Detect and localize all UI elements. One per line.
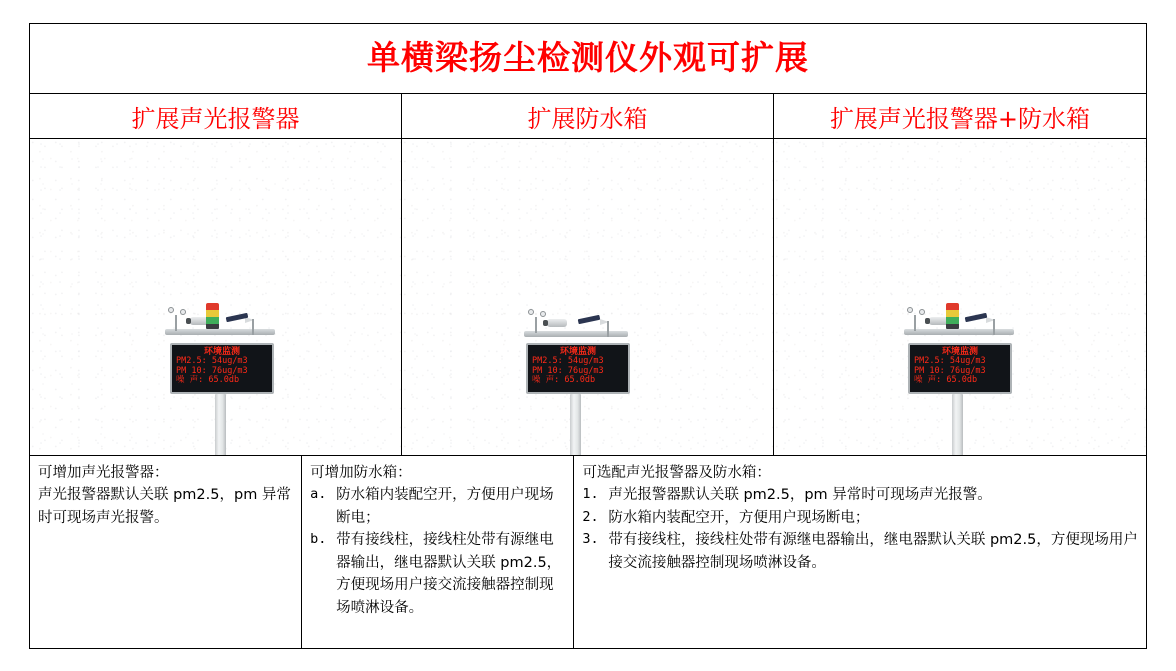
anemometer-cup xyxy=(540,311,546,317)
led-display: 环境监测 PM2.5: 54ug/m3 PM 10: 76ug/m3 噪 声: 65.0db xyxy=(908,343,1012,394)
column-header-alarm: 扩展声光报警器 xyxy=(30,94,402,138)
table-notes-row xyxy=(30,456,1146,648)
display-line-noise: 噪 声: 65.0db xyxy=(914,375,978,386)
anemometer-cup xyxy=(168,307,174,313)
wind-sensor-mast xyxy=(175,315,177,331)
list-item xyxy=(310,484,565,529)
notes-lead: 可增加声光报警器： xyxy=(38,465,169,481)
product-photo-waterproof-box xyxy=(402,139,774,455)
table-title-row xyxy=(30,24,1146,94)
display-line-pm10: PM 10: 76ug/m3 xyxy=(176,365,248,376)
list-item xyxy=(582,484,1138,506)
wind-vane-mast xyxy=(252,319,254,335)
device-illustration-alarm-and-box xyxy=(774,139,1146,455)
list-item xyxy=(310,529,565,619)
pole xyxy=(215,394,226,455)
wind-sensor-mast xyxy=(914,315,916,331)
led-display: 环境监测 PM2.5: 54ug/m3 PM 10: 76ug/m3 噪 声: 65.0db xyxy=(526,343,630,394)
pole xyxy=(570,394,581,455)
notes-list xyxy=(310,484,565,619)
display-line-pm25: PM2.5: 54ug/m3 xyxy=(914,356,986,367)
camera-icon xyxy=(547,319,567,327)
led-display: 环境监测 PM2.5: 54ug/m3 PM 10: 76ug/m3 噪 声: 65.0db xyxy=(170,343,274,394)
display-line-noise: 噪 声: 65.0db xyxy=(176,375,240,386)
notes-alarm xyxy=(30,456,302,648)
anemometer-cup xyxy=(907,307,913,313)
device-illustration-waterproof-box xyxy=(402,139,773,455)
list-item xyxy=(582,507,1138,529)
wind-vane-mast xyxy=(993,319,995,335)
display-line-pm10: PM 10: 76ug/m3 xyxy=(532,365,604,376)
alarm-light-icon xyxy=(206,303,219,329)
wind-vane-mast xyxy=(607,321,609,337)
list-marker: 2. xyxy=(582,508,599,525)
table-header-row xyxy=(30,94,1146,139)
alarm-light-icon xyxy=(946,303,959,329)
list-item-text: 防水箱内装配空开，方便用户现场断电； xyxy=(336,487,554,526)
product-photo-alarm-and-box xyxy=(774,139,1146,455)
photo-noise-texture xyxy=(402,139,773,455)
list-marker: 3. xyxy=(582,531,599,548)
crossbar xyxy=(524,331,628,337)
notes-lead: 可选配声光报警器及防水箱： xyxy=(582,465,771,481)
page-title: 单横梁扬尘检测仪外观可扩展 xyxy=(367,38,809,78)
table-image-row xyxy=(30,139,1146,456)
list-item-text: 带有接线柱，接线柱处带有源继电器输出，继电器默认关联 pm2.5，方便现场用户接交流接触器控制现场喷淋设备。 xyxy=(336,532,562,616)
display-line-pm25: PM2.5: 54ug/m3 xyxy=(176,356,248,367)
device-illustration-alarm xyxy=(30,139,401,455)
list-item-text: 声光报警器默认关联 pm2.5，pm 异常时可现场声光报警。 xyxy=(608,487,992,504)
list-marker: 1. xyxy=(582,486,599,503)
crossbar xyxy=(904,329,1014,335)
list-item-text: 防水箱内装配空开，方便用户现场断电； xyxy=(608,509,870,526)
display-line-pm10: PM 10: 76ug/m3 xyxy=(914,365,986,376)
column-header-alarm-and-box: 扩展声光报警器+防水箱 xyxy=(829,104,1091,133)
list-item xyxy=(582,529,1138,574)
list-marker: a. xyxy=(310,486,327,503)
notes-paragraph: 声光报警器默认关联 pm2.5，pm 异常时可现场声光报警。 xyxy=(38,487,291,526)
anemometer-cup xyxy=(919,309,925,315)
notes-alarm-and-box xyxy=(574,456,1146,648)
anemometer-cup xyxy=(528,309,534,315)
anemometer-cup xyxy=(180,309,186,315)
comparison-table xyxy=(29,23,1147,649)
column-header-waterproof-box: 扩展防水箱 xyxy=(402,94,774,138)
list-marker: b. xyxy=(310,531,327,548)
product-photo-alarm xyxy=(30,139,402,455)
notes-waterproof-box xyxy=(302,456,574,648)
wind-sensor-mast xyxy=(535,317,537,333)
display-line-noise: 噪 声: 65.0db xyxy=(532,375,596,386)
notes-list xyxy=(582,484,1138,574)
display-line-pm25: PM2.5: 54ug/m3 xyxy=(532,356,604,367)
pole xyxy=(952,394,963,455)
crossbar xyxy=(165,329,275,335)
list-item-text: 带有接线柱，接线柱处带有源继电器输出，继电器默认关联 pm2.5，方便现场用户接交流接触器控制现场喷淋设备。 xyxy=(608,532,1138,571)
notes-lead: 可增加防水箱： xyxy=(310,465,412,481)
